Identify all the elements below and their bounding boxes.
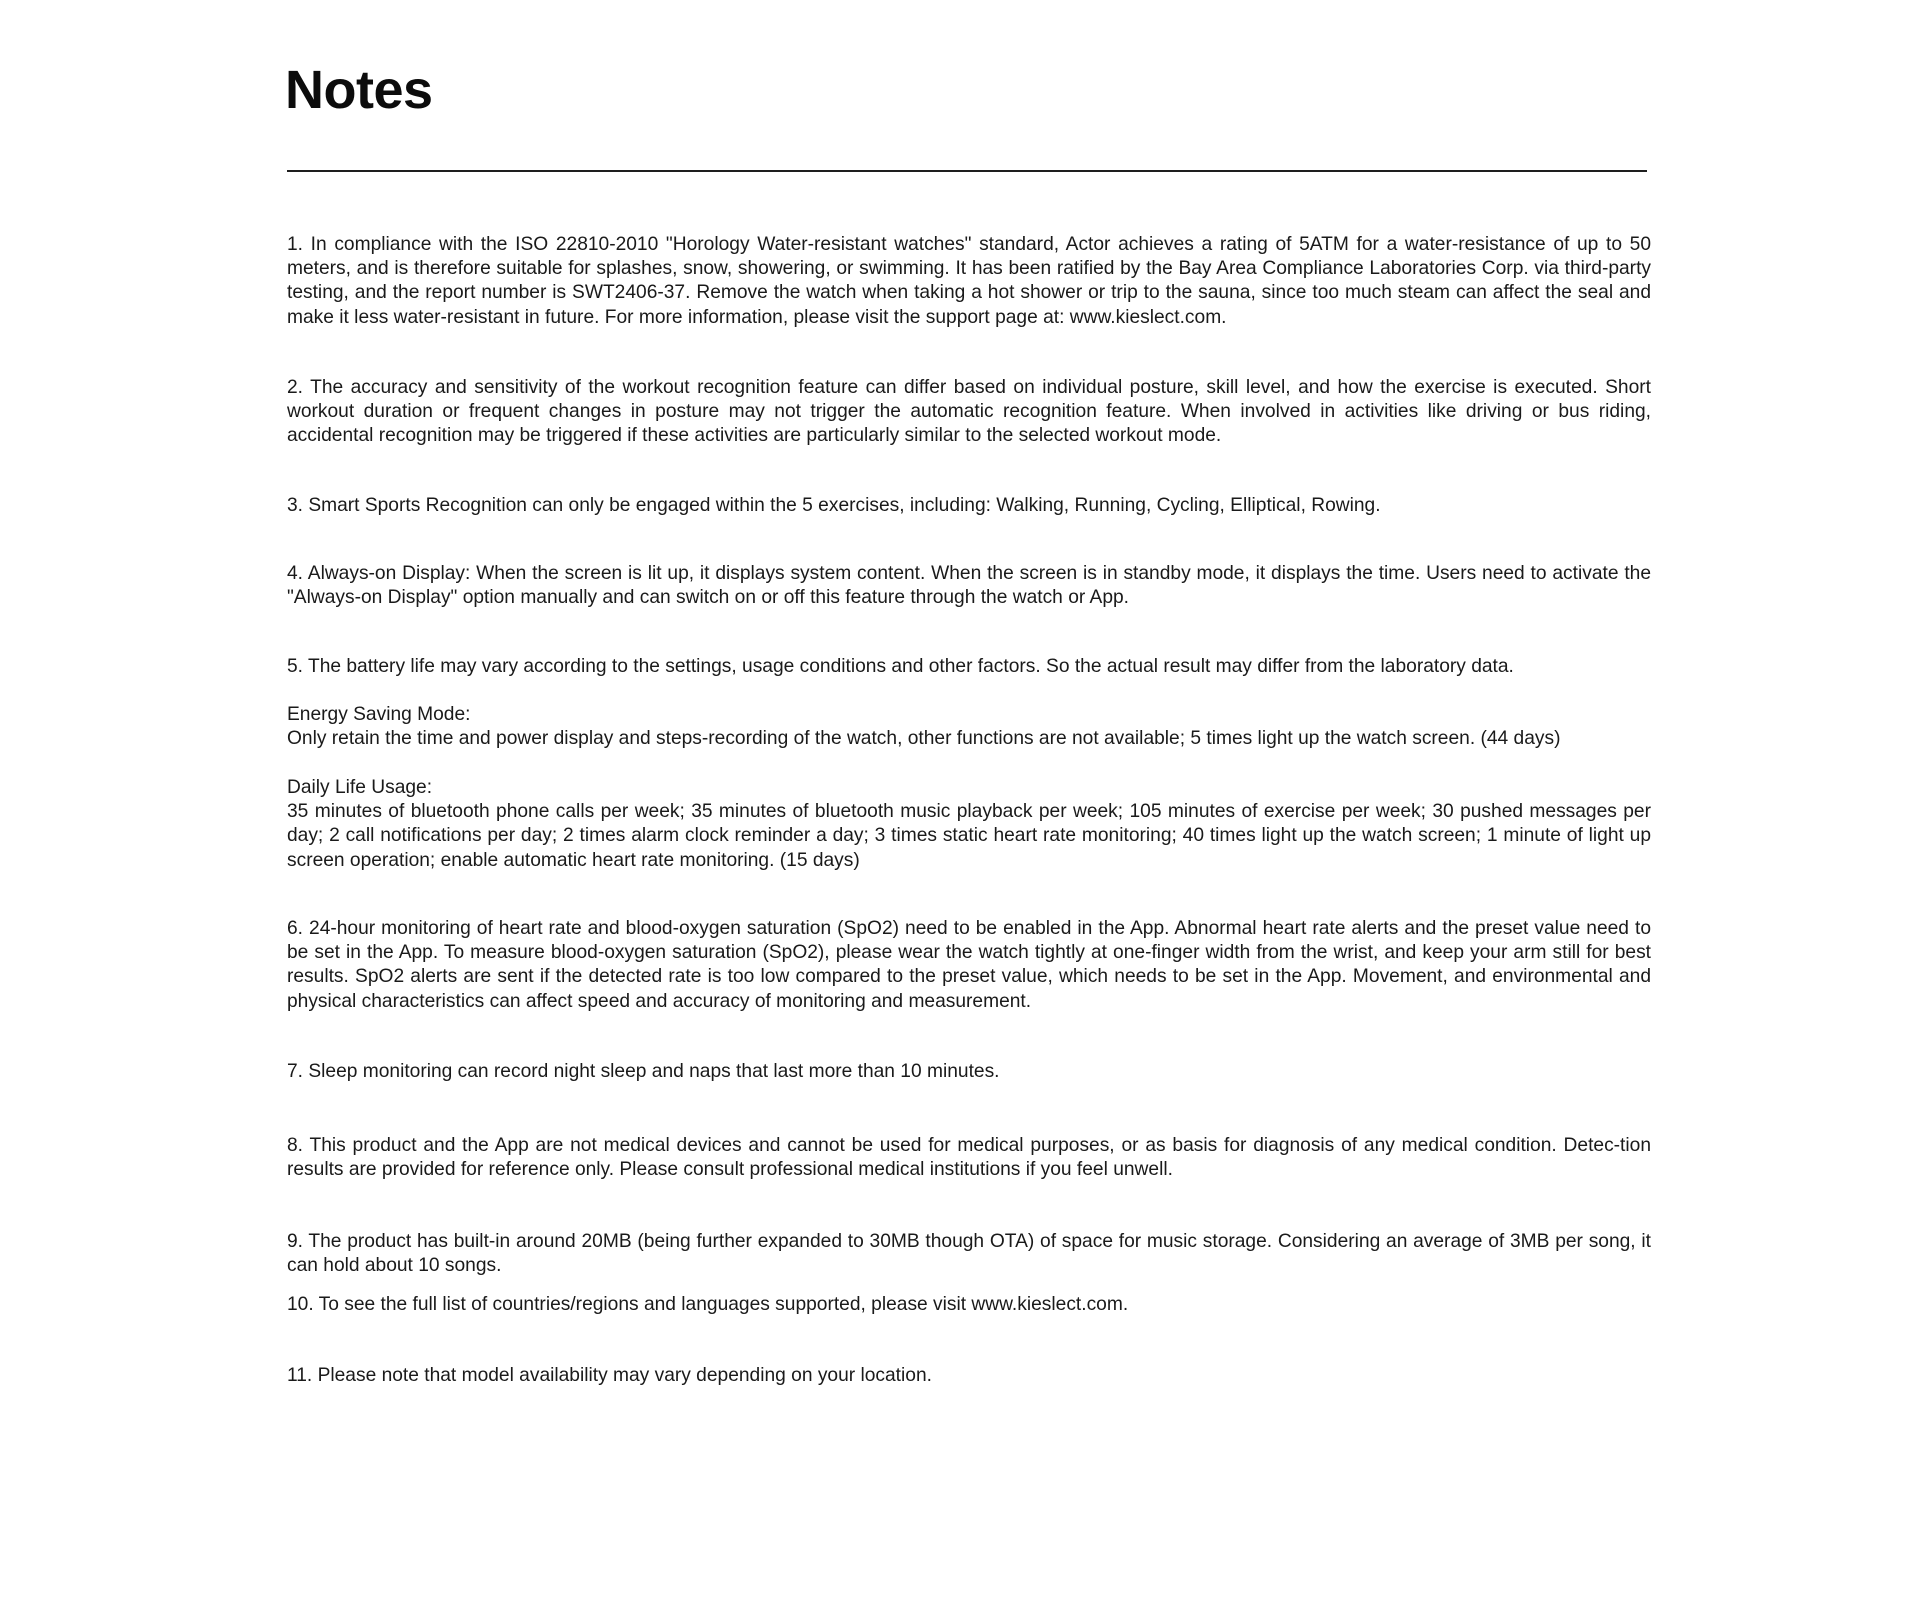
- energy-saving-mode: [287, 703, 1651, 751]
- note-8: 8. This product and the App are not medical devices and cannot be used for medical purposes, or as basis for diagnosis of any medical condition. Detec-tion results are provided for reference only. Please consult professional medical institutions if you feel unwell.: [287, 1135, 1651, 1181]
- note-10: 10. To see the full list of countries/regions and languages supported, please visit www.kieslect.com.: [287, 1294, 1129, 1315]
- note-1: 1. In compliance with the ISO 22810-2010 "Horology Water-resistant watches" standard, Actor achieves a rating of 5ATM for a water-resistance of up to 50 meters, and is therefore suitable for splashes, snow, showering, or swimming. It has been ratified by the Bay Area Compliance Laboratories Corp. via third-party testing, and the report number is SWT2406-37. Remove the watch when taking a hot shower or trip to the sauna, since too much steam can affect the seal and make it less water-resistant in future. For more information, please visit the support page at: www.kieslect.com.: [287, 234, 1651, 328]
- notes-page: [285, 55, 1651, 1386]
- note-11: 11. Please note that model availability may vary depending on your location.: [287, 1365, 932, 1386]
- note-7: 7. Sleep monitoring can record night sleep and naps that last more than 10 minutes.: [287, 1061, 1000, 1082]
- note-2: 2. The accuracy and sensitivity of the workout recognition feature can differ based on individual posture, skill level, and how the exercise is executed. Short workout duration or frequent changes in posture may not trigger the automatic recognition feature. When involved in activities like driving or bus riding, accidental recognition may be triggered if these activities are particularly similar to the selected workout mode.: [287, 377, 1651, 447]
- note-5: 5. The battery life may vary according to the settings, usage conditions and other factors. So the actual result may differ from the laboratory data.: [287, 656, 1514, 677]
- note-3: 3. Smart Sports Recognition can only be engaged within the 5 exercises, including: Walking, Running, Cycling, Elliptical, Rowing.: [287, 495, 1381, 516]
- energy-saving-mode-text: Only retain the time and power display and steps-recording of the watch, other functions are not available; 5 times light up the watch screen. (44 days): [287, 728, 1561, 750]
- title-divider: [287, 170, 1647, 172]
- page-title: Notes: [285, 60, 433, 120]
- daily-life-usage: [287, 776, 1651, 873]
- energy-saving-mode-title: Energy Saving Mode:: [287, 704, 471, 725]
- note-6: 6. 24-hour monitoring of heart rate and blood-oxygen saturation (SpO2) need to be enabled in the App. Abnormal heart rate alerts and the preset value need to be set in the App. To measure blood-oxygen saturation (SpO2), please wear the watch tightly at one-finger width from the wrist, and keep your arm still for best results. SpO2 alerts are sent if the detected rate is too low compared to the preset value, which needs to be set in the App. Movement, and environmental and physical characteristics can affect speed and accuracy of monitoring and measurement.: [287, 918, 1651, 1012]
- note-9: 9. The product has built-in around 20MB (being further expanded to 30MB though OTA) of space for music storage. Considering an average of 3MB per song, it can hold about 10 songs.: [287, 1231, 1651, 1277]
- note-4: 4. Always-on Display: When the screen is lit up, it displays system content. When the screen is in standby mode, it displays the time. Users need to activate the "Always-on Display" option manually and can switch on or off this feature through the watch or App.: [287, 563, 1651, 609]
- daily-life-usage-title: Daily Life Usage:: [287, 777, 433, 798]
- daily-life-usage-text: 35 minutes of bluetooth phone calls per week; 35 minutes of bluetooth music playback per week; 105 minutes of exercise per week; 30 pushed messages per day; 2 call notifications per day; 2 times alarm clock reminder a day; 3 times static heart rate monitoring; 40 times light up the watch screen; 1 minute of light up screen operation; enable automatic heart rate monitoring. (15 days): [287, 801, 1651, 871]
